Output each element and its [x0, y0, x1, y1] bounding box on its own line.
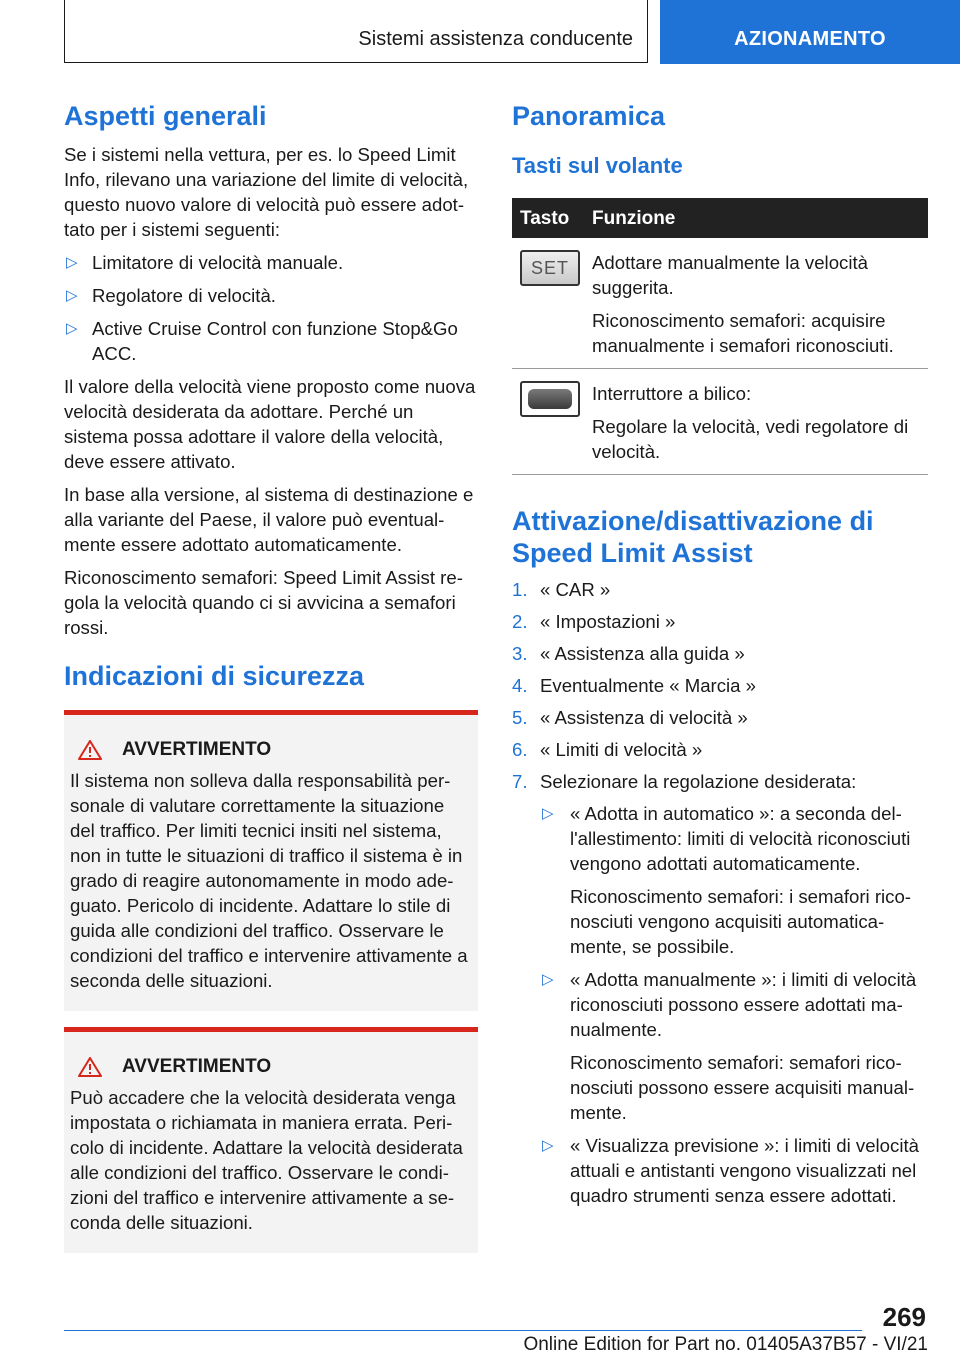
warning-title: AVVERTIMENTO: [122, 739, 272, 760]
warning-triangle-icon: [78, 1057, 102, 1077]
left-column: [64, 100, 478, 1269]
table-header-function: Funzione: [584, 198, 928, 238]
step-item: [512, 641, 928, 666]
function-text: Adottare manualmente la velocità suggerita.: [592, 252, 868, 298]
version-paragraph: In base alla versione, al sistema di destinazione e alla variante del Paese, il valore può eventual-mente essere adottato automaticamente.: [64, 484, 474, 555]
rocker-switch-icon: [520, 381, 580, 417]
triangle-bullet-icon: ▷: [66, 320, 78, 337]
step-text: « Assistenza alla guida »: [540, 643, 745, 664]
step-item: [512, 705, 928, 730]
step-text: « CAR »: [540, 579, 611, 600]
triangle-bullet-icon: ▷: [542, 1137, 554, 1154]
triangle-bullet-icon: ▷: [66, 287, 78, 304]
set-button-icon: SET: [520, 250, 580, 286]
heading-general: Aspetti generali: [64, 101, 267, 131]
step-number: 1.: [512, 579, 528, 600]
footer-edition: Online Edition for Part no. 01405A37B57 - VI/21: [523, 1334, 928, 1355]
header-chapter-label: AZIONAMENTO: [734, 28, 886, 50]
warning-text: Può accadere che la velocità desiderata venga impostata o richiamata in maniera errata. Peri-colo di incidente. Adattare la velocità desiderata alle condizioni del traffico. Osservare le condi-zioni del traffico e intervenire attivamente a se-conda delle situazioni.: [70, 1087, 463, 1233]
warning-box: [64, 710, 478, 1011]
step-number: 6.: [512, 739, 528, 760]
bullet-item: [64, 250, 478, 275]
step-number: 7.: [512, 771, 528, 792]
footer-divider: [64, 1330, 862, 1331]
option-note: Riconoscimento semafori: semafori rico-nosciuti possono essere acquisiti manual-mente.: [570, 1052, 915, 1123]
table-cell-key: [512, 369, 584, 475]
step-number: 5.: [512, 707, 528, 728]
table-row: [512, 238, 928, 369]
table-cell-function: [584, 238, 928, 369]
option-text: « Adotta in automatico »: a seconda del-l'allestimento: limiti di velocità riconosciuti vengono adottati automaticamente.: [570, 803, 911, 874]
warning-triangle-icon: [78, 740, 102, 760]
triangle-bullet-icon: ▷: [542, 971, 554, 988]
keys-table: [512, 198, 928, 475]
table-cell-key: [512, 238, 584, 369]
warning-title: AVVERTIMENTO: [122, 1056, 272, 1077]
traffic-light-paragraph: Riconoscimento semafori: Speed Limit Assist re-gola la velocità quando ci si avvicina a semafori rossi.: [64, 567, 463, 638]
heading-activation: Attivazione/disattivazione di Speed Limit Assist: [512, 506, 874, 568]
warning-header: [70, 1054, 472, 1079]
option-text: « Adotta manualmente »: i limiti di velocità riconosciuti possono essere adottati ma-nualmente.: [570, 969, 917, 1040]
table-header-key: Tasto: [512, 198, 584, 238]
option-item: [512, 801, 928, 876]
table-cell-function: [584, 369, 928, 475]
step-number: 3.: [512, 643, 528, 664]
step-item: [512, 769, 928, 794]
header-section-box: [64, 0, 648, 63]
header-section-title: Sistemi assistenza conducente: [358, 28, 633, 50]
right-column: [512, 100, 928, 1216]
step-item: [512, 737, 928, 762]
function-text: Regolare la velocità, vedi regolatore di velocità.: [592, 416, 909, 462]
warning-box: [64, 1027, 478, 1253]
bullet-text: Limitatore di velocità manuale.: [92, 252, 344, 273]
step-item: [512, 609, 928, 634]
option-item: [512, 967, 928, 1042]
option-item: [512, 1133, 928, 1208]
bullet-text: Regolatore di velocità.: [92, 285, 276, 306]
triangle-bullet-icon: ▷: [66, 254, 78, 271]
bullet-item: [64, 316, 478, 366]
step-item: [512, 673, 928, 698]
page-number: 269: [882, 1302, 926, 1332]
warning-text: Il sistema non solleva dalla responsabilità per-sonale di valutare correttamente la situazione del traffico. Per limiti tecnici insiti nel sistema, non in tutte le situazioni di traffico il sistema è in grado di reagire autonomamente in modo ade-guato. Pericolo di incidente. Adattare lo stile di guida alle condizioni del traffico. Osservare le condizioni del traffico e intervenire attivamente a seconda delle situazioni.: [70, 770, 468, 991]
proposed-paragraph: Il valore della velocità viene proposto come nuova velocità desiderata da adottare. Perché un sistema possa adottare il valore della velocità, deve essere attivato.: [64, 376, 476, 472]
header-chapter-tab: [660, 0, 960, 64]
step-text: « Limiti di velocità »: [540, 739, 703, 760]
step-text: « Impostazioni »: [540, 611, 676, 632]
function-text: Riconoscimento semafori: acquisire manualmente i semafori riconosciuti.: [592, 310, 894, 356]
step-number: 2.: [512, 611, 528, 632]
step-text: Selezionare la regolazione desiderata:: [540, 771, 857, 792]
step-number: 4.: [512, 675, 528, 696]
heading-steering-keys: Tasti sul volante: [512, 153, 683, 178]
triangle-bullet-icon: ▷: [542, 805, 554, 822]
step-item: [512, 577, 928, 602]
function-text: Interruttore a bilico:: [592, 383, 752, 404]
table-header-row: [512, 198, 928, 238]
heading-overview: Panoramica: [512, 101, 666, 131]
bullet-item: [64, 283, 478, 308]
step-text: « Assistenza di velocità »: [540, 707, 748, 728]
option-note: Riconoscimento semafori: i semafori rico-nosciuti vengono acquisiti automatica-mente, se possibile.: [570, 886, 911, 957]
table-row: [512, 369, 928, 475]
warning-header: [70, 737, 472, 762]
option-text: « Visualizza previsione »: i limiti di velocità attuali e antistanti vengono visualizzati nel quadro strumenti senza essere adottati.: [570, 1135, 919, 1206]
bullet-text: Active Cruise Control con funzione Stop&Go ACC.: [92, 318, 458, 364]
step-text: Eventualmente « Marcia »: [540, 675, 757, 696]
intro-paragraph: Se i sistemi nella vettura, per es. lo Speed Limit Info, rilevano una variazione del limite di velocità, questo nuovo valore di velocità può essere adot-tato per i sistemi seguenti:: [64, 144, 469, 240]
heading-safety: Indicazioni di sicurezza: [64, 661, 365, 691]
